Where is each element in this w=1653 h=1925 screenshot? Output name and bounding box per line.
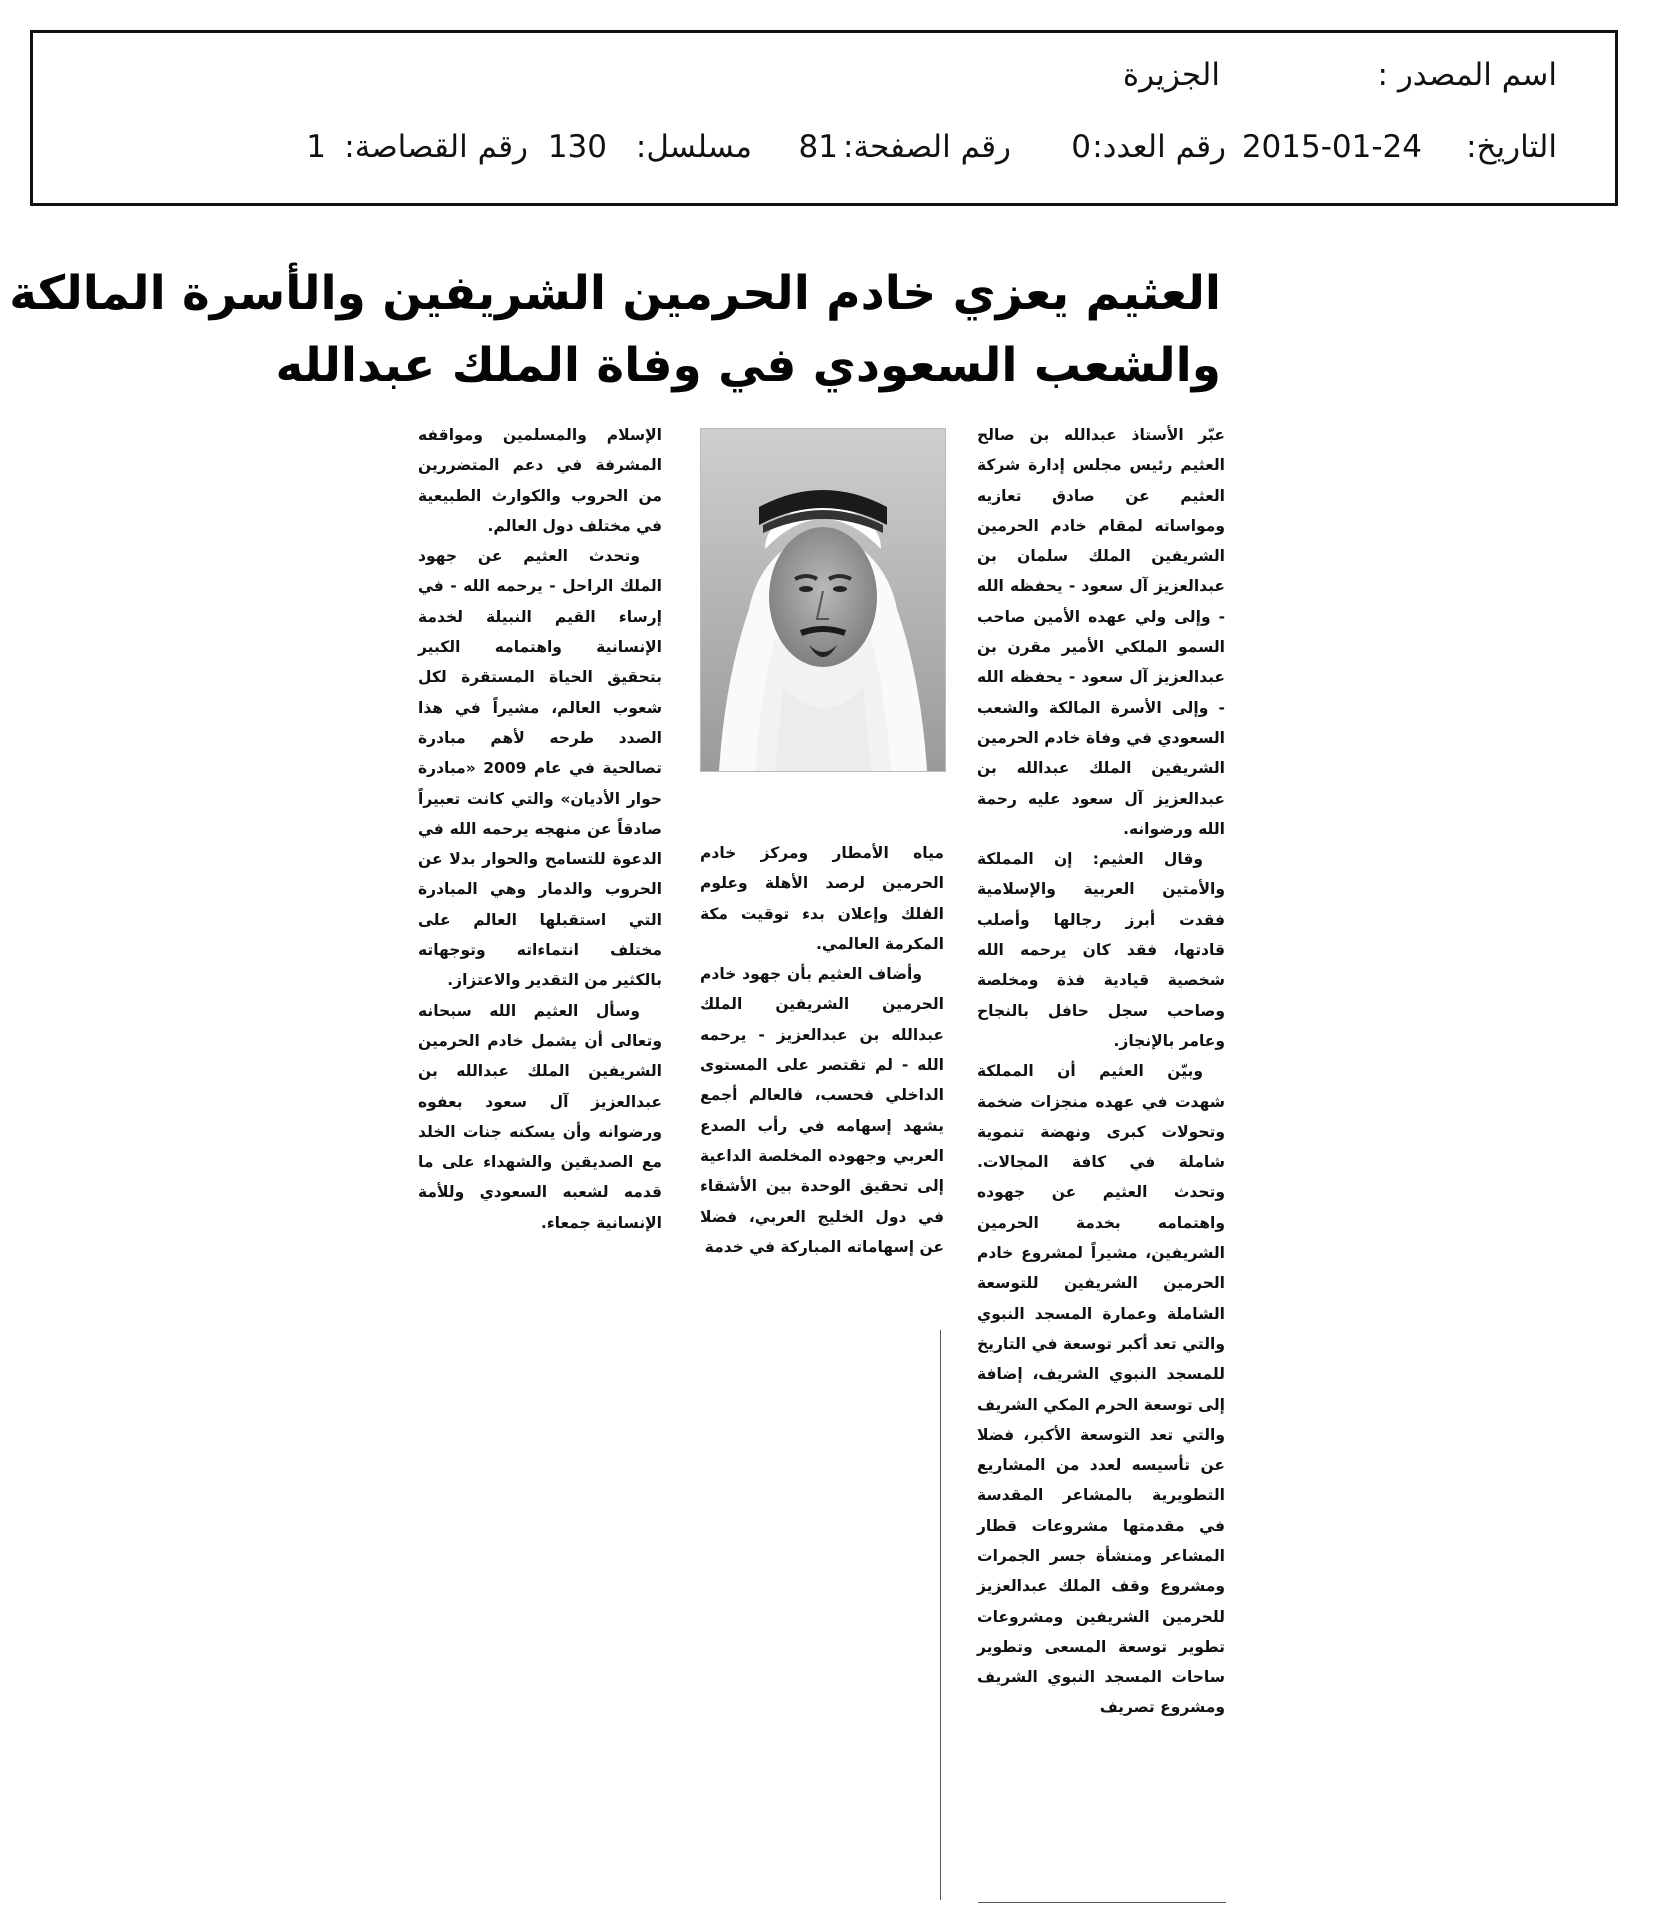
clipping-header-box [30,30,1618,206]
article-column-middle [700,838,944,1262]
column-end-rule [978,1902,1226,1903]
column-rule [940,1330,941,1900]
article-column-right [977,420,1225,1723]
issue-label: رقم العدد: [1092,129,1226,165]
source-value: الجزيرة [1122,57,1220,93]
paragraph: الإسلام والمسلمين ومواقفه المشرفة في دعم المتضررين من الحروب والكوارث الطبيعية في مختلف دول العالم. [418,426,662,535]
page-value: 81 [798,129,838,165]
portrait-illustration [701,429,945,771]
source-label: اسم المصدر : [1377,57,1557,93]
paragraph: وتحدث العثيم عن جهود الملك الراحل - يرحمه الله - في إرساء القيم النبيلة لخدمة الإنسانية واهتمامه الكبير بتحقيق الحياة المستقرة لكل شعوب العالم، مشيراً في هذا الصدد طرحه لأهم مبادرة تصالحية في عام 2009 «مبادرة حوار الأديان» والتي كانت تعبيراً صادقاً عن منهجه يرحمه الله في الدعوة للتسامح والحوار بدلا عن الحروب والدمار وهي المبادرة التي استقبلها العالم على مختلف انتماءاته وتوجهاته بالكثير من التقدير والاعتزاز. [418,547,662,990]
issue-value: 0 [1071,129,1091,165]
paragraph: عبّر الأستاذ عبدالله بن صالح العثيم رئيس مجلس إدارة شركة العثيم عن صادق تعازيه ومواساته لمقام خادم الحرمين الشريفين الملك سلمان بن عبدالعزيز آل سعود - يحفظه الله - وإلى ولي عهده الأمين صاحب السمو الملكي الأمير مقرن بن عبدالعزيز آل سعود - يحفظه الله - وإلى الأسرة المالكة والشعب السعودي في وفاة خادم الحرمين الشريفين الملك عبدالله بن عبدالعزيز آل سعود عليه رحمة الله ورضوانه. [977,426,1225,838]
paragraph: وأضاف العثيم بأن جهود خادم الحرمين الشريفين الملك عبدالله بن عبدالعزيز - يرحمه الله - لم تقتصر على المستوى الداخلي فحسب، فالعالم أجمع يشهد إسهامه في رأب الصدع العربي وجهوده المخلصة الداعية إلى تحقيق الوحدة بين الأشقاء في دول الخليج العربي، فضلا عن إسهاماته المباركة في خدمة [700,965,944,1256]
clip-value: 1 [306,129,326,165]
portrait-photo [700,428,946,772]
page-label: رقم الصفحة: [843,129,1011,165]
date-value: 2015-01-24 [1241,129,1422,165]
serial-value: 130 [547,129,607,165]
paragraph: مياه الأمطار ومركز خادم الحرمين لرصد الأهلة وعلوم الفلك وإعلان بدء توقيت مكة المكرمة العالمي. [700,844,944,953]
date-label: التاريخ: [1466,129,1557,165]
paragraph: وسأل العثيم الله سبحانه وتعالى أن يشمل خادم الحرمين الشريفين الملك عبدالله بن عبدالعزيز آل سعود بعفوه ورضوانه وأن يسكنه جنات الخلد مع الصديقين والشهداء على ما قدمه لشعبه السعودي وللأمة الإنسانية جمعاء. [418,1001,662,1232]
headline-line-1: العثيم يعزي خادم الحرمين الشريفين والأسرة المالكة [9,266,1221,321]
clip-label: رقم القصاصة: [344,129,528,165]
headline-line-2: والشعب السعودي في وفاة الملك عبدالله [275,338,1221,393]
paragraph: وقال العثيم: إن المملكة والأمتين العربية والإسلامية فقدت أبرز رجالها وأصلب قادتها، فقد كان يرحمه الله شخصية قيادية فذة ومخلصة وصاحب سجل حافل بالنجاح وعامر بالإنجاز. [977,850,1225,1050]
article-column-left [418,420,662,1238]
paragraph: وبيّن العثيم أن المملكة شهدت في عهده منجزات ضخمة وتحولات كبرى ونهضة تنموية شاملة في كافة المجالات. وتحدث العثيم عن جهوده واهتمامه بخدمة الحرمين الشريفين، مشيراً لمشروع خادم الحرمين الشريفين للتوسعة الشاملة وعمارة المسجد النبوي والتي تعد أكبر توسعة في التاريخ للمسجد النبوي الشريف، إضافة إلى توسعة الحرم المكي الشريف والتي تعد التوسعة الأكبر، فضلا عن تأسيسه لعدد من المشاريع التطويرية بالمشاعر المقدسة في مقدمتها مشروعات قطار المشاعر ومنشأة جسر الجمرات ومشروع وقف الملك عبدالعزيز للحرمين الشريفين ومشروعات تطوير توسعة المسعى وتطوير ساحات المسجد النبوي الشريف ومشروع تصريف [977,1062,1225,1717]
serial-label: مسلسل: [635,129,752,165]
